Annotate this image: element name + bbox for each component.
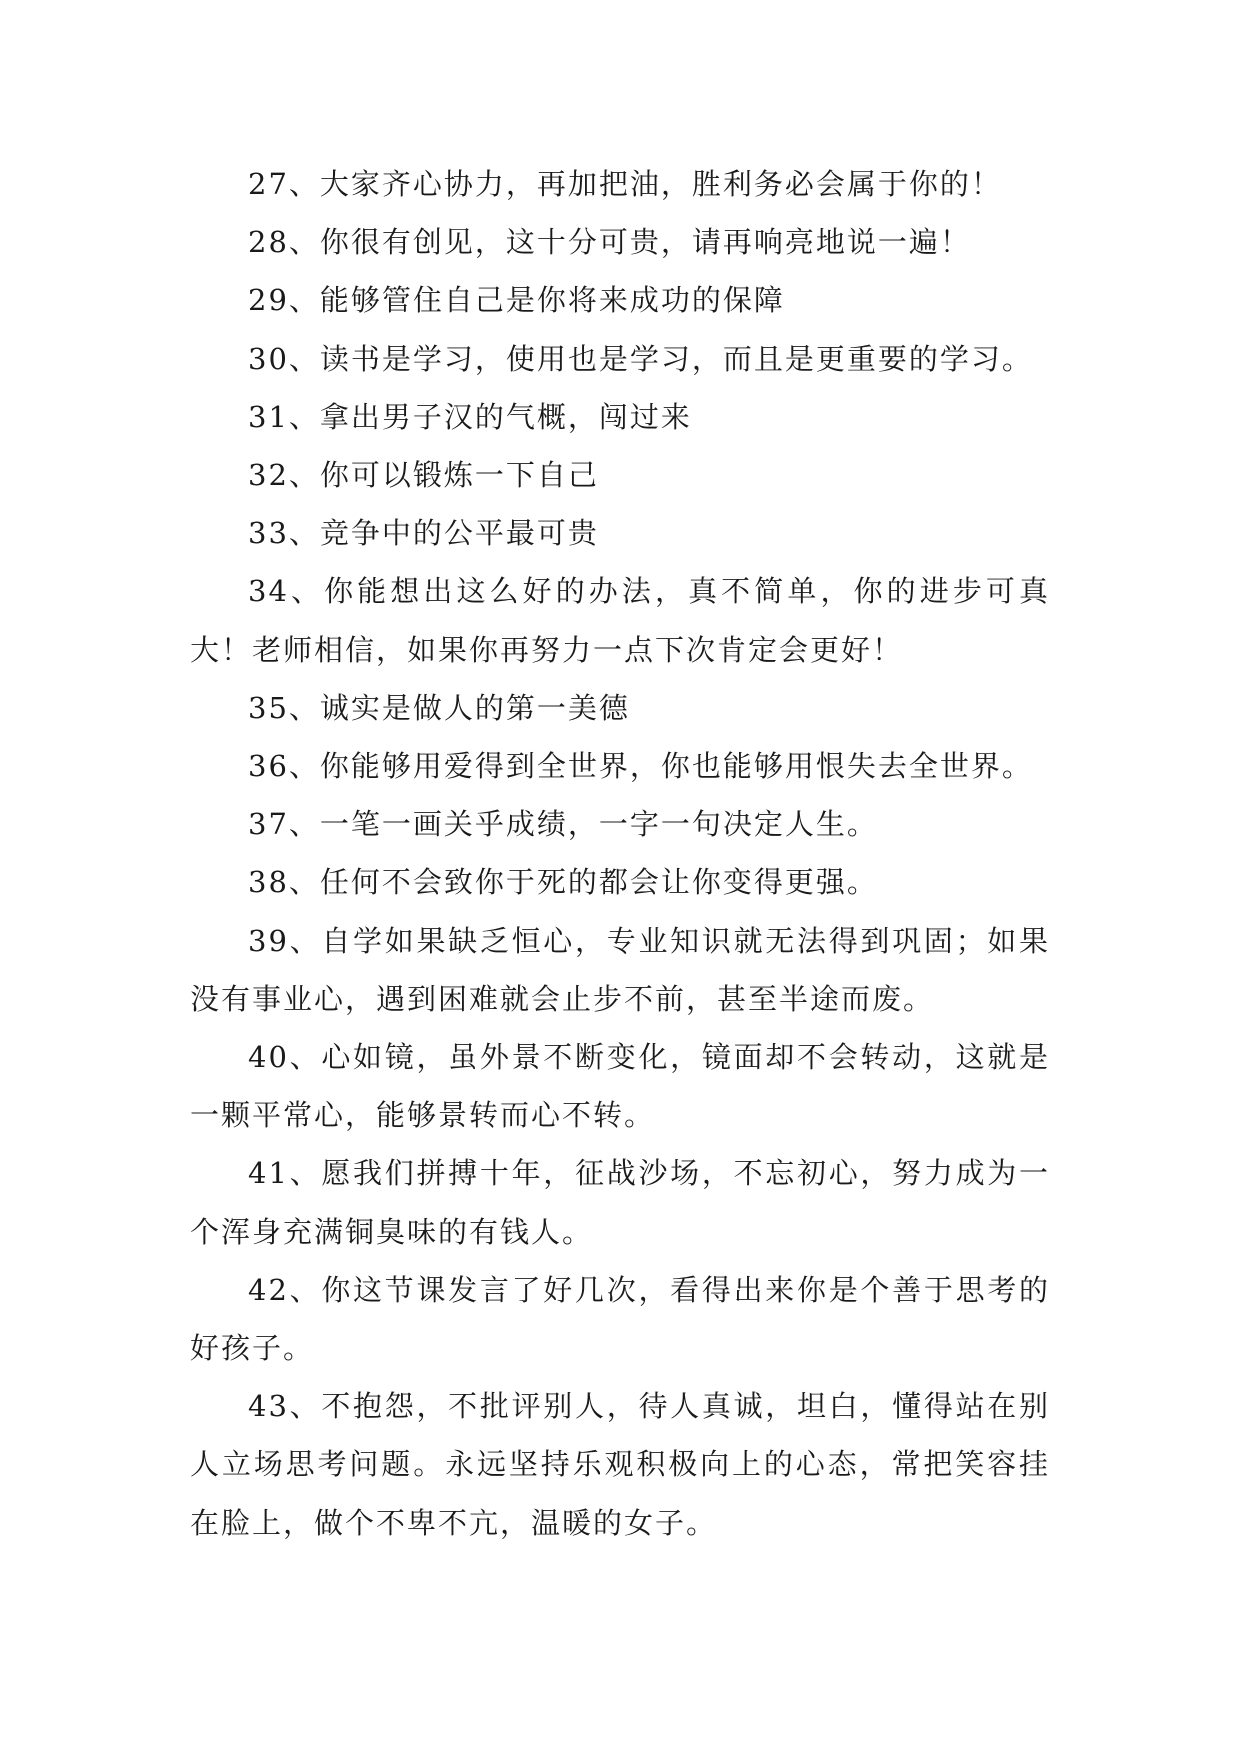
paragraph-40: 40、心如镜，虽外景不断变化，镜面却不会转动，这就是一颗平常心，能够景转而心不转。 <box>190 1040 1050 1133</box>
paragraph-30: 30、读书是学习，使用也是学习，而且是更重要的学习。 <box>248 341 1033 376</box>
paragraph-33: 33、竞争中的公平最可贵 <box>248 516 599 551</box>
paragraph-36: 36、你能够用爱得到全世界，你也能够用恨失去全世界。 <box>248 749 1033 784</box>
paragraph-39: 39、自学如果缺乏恒心，专业知识就无法得到巩固；如果没有事业心，遇到困难就会止步不前，甚至半途而废。 <box>190 923 1050 1016</box>
paragraph-43: 43、不抱怨，不批评别人，待人真诚，坦白，懂得站在别人立场思考问题。永远坚持乐观积极向上的心态，常把笑容挂在脸上，做个不卑不亢，温暖的女子。 <box>190 1389 1050 1540</box>
document-body <box>190 155 1050 1552</box>
paragraph-32: 32、你可以锻炼一下自己 <box>248 458 599 493</box>
paragraph-38: 38、任何不会致你于死的都会让你变得更强。 <box>248 865 878 900</box>
paragraph-29: 29、能够管住自己是你将来成功的保障 <box>248 283 785 318</box>
paragraph-27: 27、大家齐心协力，再加把油，胜利务必会属于你的！ <box>248 167 1002 201</box>
paragraph-34: 34、你能想出这么好的办法，真不简单，你的进步可真大！老师相信，如果你再努力一点下次肯定会更好！ <box>190 574 1050 667</box>
paragraph-37: 37、一笔一画关乎成绩，一字一句决定人生。 <box>248 807 878 842</box>
paragraph-28: 28、你很有创见，这十分可贵，请再响亮地说一遍！ <box>248 225 971 260</box>
paragraph-42: 42、你这节课发言了好几次，看得出来你是个善于思考的好孩子。 <box>190 1272 1050 1366</box>
paragraph-31: 31、拿出男子汉的气概，闯过来 <box>248 399 692 434</box>
paragraph-35: 35、诚实是做人的第一美德 <box>248 690 630 725</box>
paragraph-41: 41、愿我们拼搏十年，征战沙场，不忘初心，努力成为一个浑身充满铜臭味的有钱人。 <box>190 1156 1050 1249</box>
